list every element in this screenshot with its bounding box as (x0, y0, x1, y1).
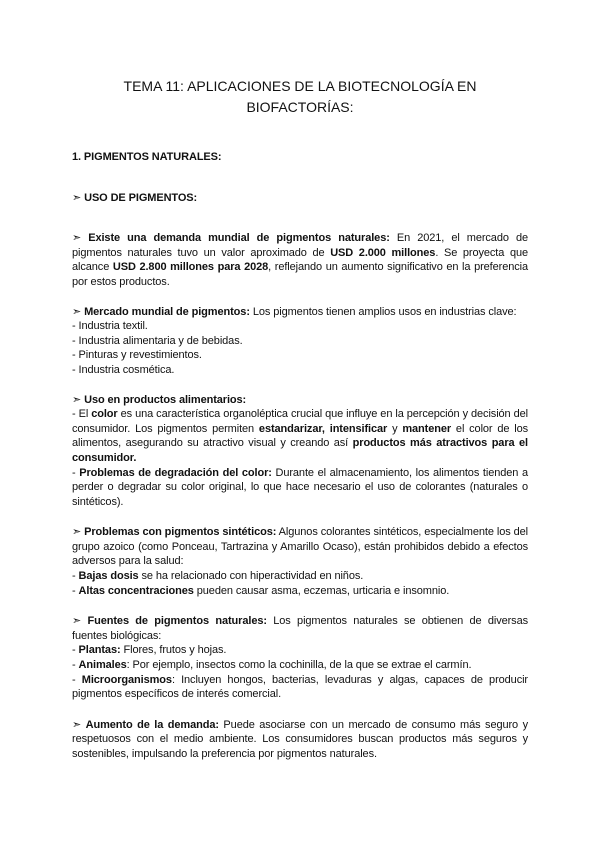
text: Los pigmentos naturales se obtienen de diversas fuentes biológicas: (72, 615, 528, 642)
text: Puede asociarse con un mercado de consumo más seguro y respetuosos con el medio ambiente. Los consumidores buscan productos más seguros y sostenibles, impulsando la preferencia por pigmentos naturales. (72, 718, 528, 760)
text: . Se proyecta que alcance (72, 246, 528, 274)
text: En 2021, el mercado de pigmentos naturales tuvo un valor aproximado de (72, 232, 528, 259)
block-alimentarios (72, 393, 528, 510)
subheading (72, 191, 528, 206)
subheading-text: USO DE PIGMENTOS: (84, 191, 198, 204)
arrow-bullet-icon: ➣ (72, 305, 82, 318)
block-heading: Aumento de la demanda: (85, 718, 219, 731)
bold-text: estandarizar, intensificar (258, 422, 388, 435)
list-item (72, 658, 528, 673)
list-item (72, 673, 528, 702)
arrow-bullet-icon: ➣ (72, 191, 82, 204)
paragraph-degradacion (72, 466, 528, 510)
text: Flores, frutos y hojas. (120, 644, 227, 657)
arrow-bullet-icon: ➣ (72, 232, 82, 245)
bold-text: Microorganismos (81, 673, 172, 686)
text: - (72, 570, 79, 583)
page-title: TEMA 11: APLICACIONES DE LA BIOTECNOLOGÍA EN BIOFACTORÍAS: (123, 78, 477, 115)
text: - (72, 466, 80, 479)
text: Durante el almacenamiento, los alimentos tienden a perder o degradar su color original, lo que hace necesario el uso de colorantes (naturales o sintéticos). (72, 466, 528, 508)
list-item: - Industria textil. (72, 320, 148, 333)
text: se ha relacionado con hiperactividad en niños. (138, 570, 364, 583)
text: el color de los alimentos, asegurando su atractivo visual y creando así (72, 422, 529, 450)
bold-text: Problemas de degradación del color: (79, 466, 272, 479)
arrow-bullet-icon: ➣ (72, 718, 82, 731)
paragraph-demanda (72, 231, 528, 289)
paragraph-aumento (72, 718, 528, 762)
list-item: - Industria cosmética. (72, 363, 175, 376)
block-heading: Uso en productos alimentarios: (84, 393, 247, 406)
block-sinteticos (72, 525, 528, 598)
text: - (72, 659, 79, 672)
block-fuentes (72, 614, 528, 702)
block-demanda (72, 231, 528, 289)
bold-text: mantener (402, 422, 452, 435)
text: : Por ejemplo, insectos como la cochinilla, de la que se extrae el carmín. (126, 659, 472, 672)
bold-text: color (91, 408, 118, 421)
list-item (72, 569, 528, 584)
text: y (387, 422, 403, 435)
text: - (72, 644, 79, 657)
paragraph-fuentes (72, 614, 528, 643)
bold-text: Bajas dosis (78, 570, 139, 583)
list-item: - Pinturas y revestimientos. (72, 349, 202, 362)
bold-text: USD 2.800 millones para 2028 (112, 261, 269, 274)
text: - (72, 584, 79, 597)
text: pueden causar asma, eczemas, urticaria e insomnio. (193, 584, 450, 597)
text: Los pigmentos tienen amplios usos en industrias clave: (249, 305, 517, 318)
bold-text: Altas concentraciones (78, 584, 194, 597)
paragraph-heading (72, 393, 528, 408)
list-item: - Industria alimentaria y de bebidas. (72, 334, 243, 347)
text: , reflejando un aumento significativo en la preferencia por estos productos. (72, 261, 528, 288)
paragraph-mercado (72, 305, 528, 320)
bold-text: productos más atractivos para el consumidor. (72, 437, 528, 464)
bold-text: USD 2.000 millones (330, 246, 436, 259)
arrow-bullet-icon: ➣ (72, 526, 82, 539)
bold-text: Animales (78, 659, 127, 672)
document-body (72, 150, 528, 762)
list-item (72, 584, 528, 599)
text: : Incluyen hongos, bacterias, levaduras y algas, capaces de producir pigmentos específicos de interés comercial. (72, 673, 528, 701)
paragraph-color (72, 407, 528, 465)
section-heading: 1. PIGMENTOS NATURALES: (72, 151, 222, 163)
paragraph-sinteticos (72, 525, 528, 569)
block-mercado (72, 305, 528, 378)
block-heading: Fuentes de pigmentos naturales: (87, 615, 267, 628)
bold-text: Plantas: (78, 644, 121, 657)
block-aumento (72, 718, 528, 762)
arrow-bullet-icon: ➣ (72, 615, 82, 628)
text: Algunos colorantes sintéticos, especialmente los del grupo azoico (como Ponceau, Tartrazina y Amarillo Ocaso), están prohibidos debido a efectos adversos para la salud: (72, 526, 528, 568)
arrow-bullet-icon: ➣ (72, 393, 82, 406)
block-heading: Problemas con pigmentos sintéticos: (84, 526, 277, 539)
text: - El (72, 408, 92, 421)
text: - (72, 673, 82, 686)
block-heading: Mercado mundial de pigmentos: (84, 305, 250, 318)
list-item (72, 643, 528, 658)
text: es una característica organoléptica crucial que influye en la percepción y decisión del consumidor. Los pigmentos permiten (72, 408, 528, 435)
block-heading: Existe una demanda mundial de pigmentos naturales: (88, 232, 390, 245)
